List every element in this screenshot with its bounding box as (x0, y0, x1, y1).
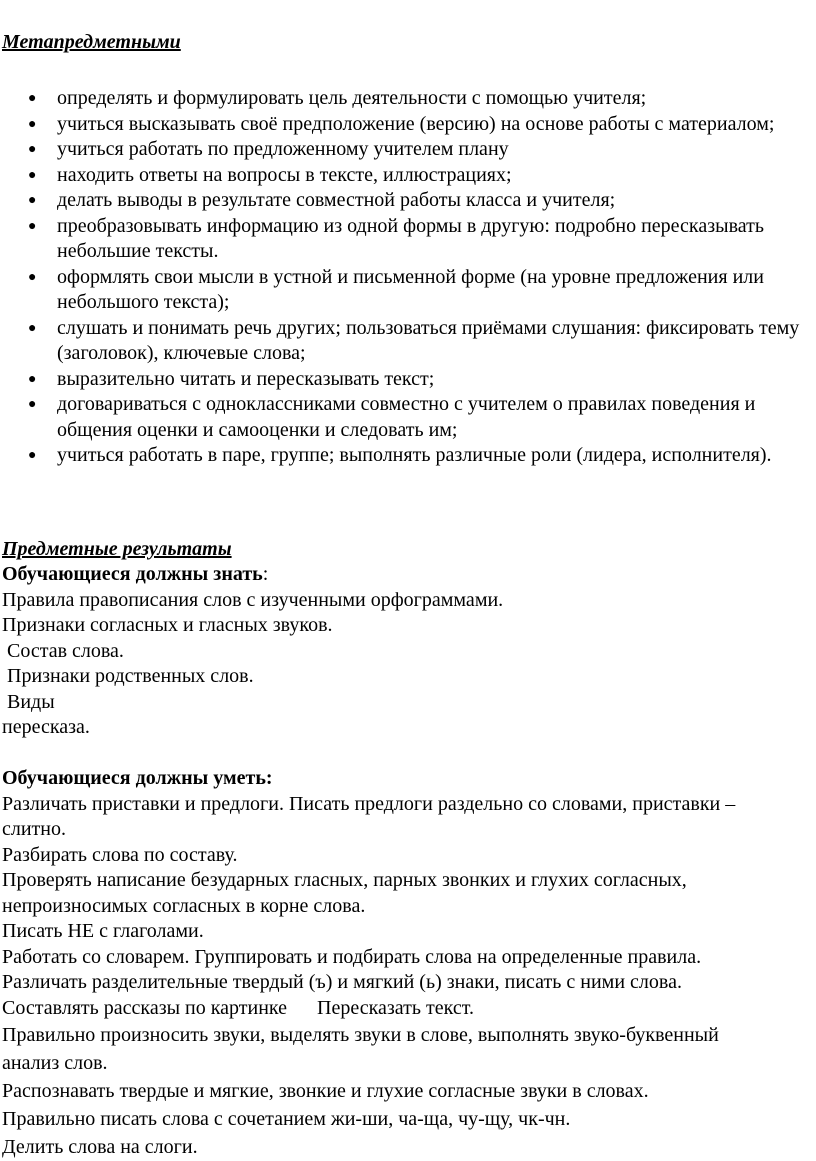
skills-line: Разбирать слова по составу. (2, 843, 238, 866)
know-line: Признаки родственных слов. (2, 665, 254, 687)
skills-line: Делить слова на слоги. (2, 1136, 198, 1158)
bullet-icon: ● (28, 91, 37, 106)
know-line: Признаки согласных и гласных звуков. (2, 614, 333, 636)
bullet-icon: ● (28, 142, 37, 157)
list-item: ● выразительно читать и пересказывать текст; (0, 367, 806, 393)
skills-line: Работать со словарем. Группировать и подбирать слова на определенные правила. (2, 945, 702, 968)
know-line: Состав слова. (2, 639, 124, 662)
know-line: Правила правописания слов с изученными орфограммами. (2, 588, 504, 611)
spacer (2, 741, 808, 767)
bullet-icon: ● (28, 167, 37, 183)
skills-line: Распознавать твердые и мягкие, звонкие и глухие согласные звуки в словах. (2, 1080, 649, 1102)
skills-line: Правильно произносить звуки, выделять звуки в слове, выполнять звуко-буквенный (2, 1024, 719, 1046)
list-item: ● учиться работать по предложенному учителем плану (0, 137, 806, 163)
skills-line: Составлять рассказы по картинке Пересказать текст. (2, 996, 474, 1019)
bullet-icon: ● (28, 320, 37, 336)
list-item: ● оформлять свои мысли в устной и письменной форме (на уровне предложения или небольшого текста); (28, 265, 764, 313)
skills-line: непроизносимых согласных в корне слова. (2, 894, 366, 917)
skills-line: Писать НЕ с глаголами. (2, 920, 204, 942)
bullet-icon: ● (28, 397, 37, 412)
subject-results-section (2, 537, 808, 1161)
bullet-icon: ● (28, 371, 37, 387)
skills-line: слитно. (2, 818, 67, 840)
list-item: ● договариваться с одноклассниками совместно с учителем о правилах поведения и общения оценки и самооценки и следовать им; (28, 393, 756, 441)
know-line: пересказа. (2, 716, 90, 738)
list-item: ● определять и формулировать цель деятельности с помощью учителя; (0, 86, 806, 112)
list-item: ● слушать и понимать речь других; пользоваться приёмами слушания: фиксировать тему (заголовок), ключевые слова; (28, 316, 800, 364)
skills-heading: Обучающиеся должны уметь: (2, 767, 273, 789)
skills-line: Различать приставки и предлоги. Писать предлоги раздельно со словами, приставки – (2, 792, 736, 815)
know-line: Виды (2, 690, 55, 713)
bullet-icon: ● (28, 193, 37, 208)
subject-results-title: Предметные результаты (2, 538, 232, 560)
list-item: ● учиться работать в паре, группе; выполнять различные роли (лидера, исполнителя). (0, 443, 806, 469)
know-heading: Обучающиеся должны знать: (2, 563, 269, 585)
skills-line: Различать разделительные твердый (ъ) и мягкий (ь) знаки, писать с ними слова. (2, 971, 682, 993)
know-block (2, 562, 808, 741)
skills-line: Правильно писать слова с сочетанием жи-ши, ча-ща, чу-щу, чк-чн. (2, 1108, 571, 1130)
list-item: ● преобразовывать информацию из одной формы в другую: подробно пересказывать небольшие тексты. (28, 214, 764, 262)
skills-block (2, 766, 808, 1161)
bullet-icon: ● (28, 218, 37, 234)
skills-line: Проверять написание безударных гласных, парных звонких и глухих согласных, (2, 869, 687, 891)
skills-line: анализ слов. (2, 1052, 108, 1074)
list-item: ● делать выводы в результате совместной работы класса и учителя; (0, 188, 806, 214)
bullet-icon: ● (28, 269, 37, 285)
meta-section-title: Метапредметными (2, 31, 181, 53)
list-item: ● учиться высказывать своё предположение (версию) на основе работы с материалом; (0, 112, 806, 138)
bullet-icon: ● (28, 116, 37, 132)
meta-goals-list (0, 86, 806, 469)
list-item: ● находить ответы на вопросы в тексте, иллюстрациях; (0, 163, 806, 189)
bullet-icon: ● (28, 448, 37, 463)
